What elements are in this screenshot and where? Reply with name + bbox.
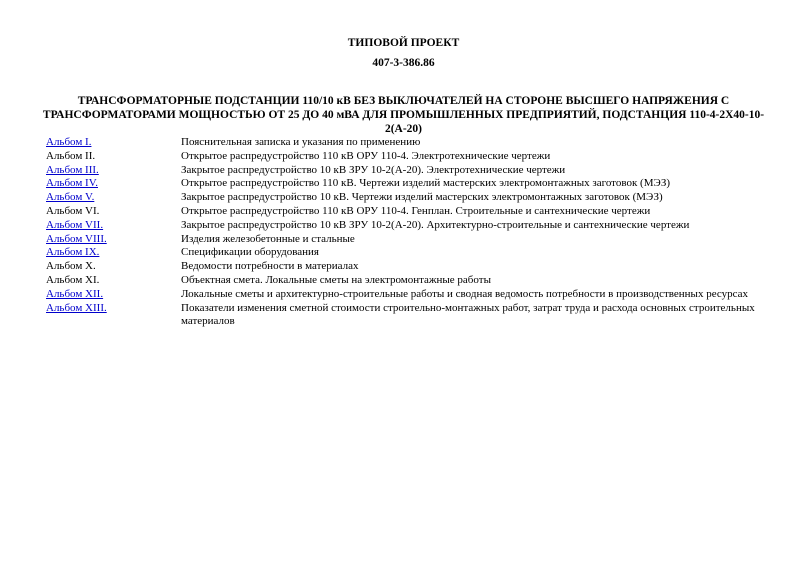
album-link[interactable]: Альбом III. bbox=[46, 163, 99, 176]
album-link[interactable]: Альбом VII. bbox=[46, 218, 104, 231]
album-link[interactable]: Альбом XII. bbox=[46, 287, 104, 300]
album-description: Открытое распредустройство 110 кВ ОРУ 110-4. Генплан. Строительные и сантехнические чертежи bbox=[181, 204, 651, 217]
album-link[interactable]: Альбом IX. bbox=[46, 246, 100, 259]
album-label: Альбом XI. bbox=[46, 273, 100, 286]
album-label: Альбом II. bbox=[46, 149, 96, 162]
album-label: Альбом VI. bbox=[46, 204, 100, 217]
album-description: Закрытое распредустройство 10 кВ. Чертежи изделий мастерских электромонтажных заготовок (МЭЗ) bbox=[181, 191, 663, 204]
album-description: Объектная смета. Локальные сметы на электромонтажные работы bbox=[181, 273, 491, 286]
album-description: Открытое распредустройство 110 кВ. Чертежи изделий мастерских электромонтажных заготовок (МЭЗ) bbox=[181, 177, 671, 190]
album-row bbox=[46, 288, 771, 302]
album-description: Ведомости потребности в материалах bbox=[181, 260, 359, 273]
album-link[interactable]: Альбом XIII. bbox=[46, 301, 107, 314]
album-description: Спецификации оборудования bbox=[181, 246, 319, 259]
album-row bbox=[46, 260, 771, 274]
document-type-heading: ТИПОВОЙ ПРОЕКТ bbox=[347, 37, 460, 49]
album-description: Закрытое распредустройство 10 кВ ЗРУ 10-2(А-20). Электротехнические чертежи bbox=[181, 163, 566, 176]
album-row bbox=[46, 150, 771, 164]
album-list bbox=[46, 136, 771, 329]
album-row bbox=[46, 302, 771, 330]
album-row bbox=[46, 164, 771, 178]
album-description: Изделия железобетонные и стальные bbox=[181, 232, 355, 245]
document-title: ТРАНСФОРМАТОРНЫЕ ПОДСТАНЦИИ 110/10 кВ БЕЗ ВЫКЛЮЧАТЕЛЕЙ НА СТОРОНЕ ВЫСШЕГО НАПРЯЖЕНИЯ С ТРАНСФОРМАТОРАМИ МОЩНОСТЬЮ ОТ 25 ДО 40 мВА ДЛЯ ПРОМЫШЛЕННЫХ ПРЕДПРИЯТИЙ, ПОДСТАНЦИЯ 110-4-2Х40-10-2(А-20) bbox=[42, 95, 765, 135]
album-row bbox=[46, 219, 771, 233]
album-link[interactable]: Альбом V. bbox=[46, 191, 95, 204]
album-row bbox=[46, 246, 771, 260]
album-link[interactable]: Альбом IV. bbox=[46, 177, 98, 190]
album-description: Закрытое распредустройство 10 кВ ЗРУ 10-2(А-20). Архитектурно-строительные и сантехнические чертежи bbox=[181, 218, 690, 231]
album-description: Локальные сметы и архитектурно-строительные работы и сводная ведомость потребности в производственных ресурсах bbox=[181, 287, 748, 300]
album-row bbox=[46, 136, 771, 150]
document-number: 407-3-386.86 bbox=[372, 57, 435, 69]
album-description: Пояснительная записка и указания по применению bbox=[181, 136, 421, 148]
album-description: Показатели изменения сметной стоимости строительно-монтажных работ, затрат труда и расхода основных строительных материалов bbox=[181, 301, 755, 328]
album-row bbox=[46, 233, 771, 247]
album-link[interactable]: Альбом I. bbox=[46, 136, 92, 148]
album-row bbox=[46, 191, 771, 205]
album-row bbox=[46, 177, 771, 191]
album-row bbox=[46, 205, 771, 219]
album-description: Открытое распредустройство 110 кВ ОРУ 110-4. Электротехнические чертежи bbox=[181, 149, 551, 162]
album-label: Альбом X. bbox=[46, 260, 96, 273]
album-row bbox=[46, 274, 771, 288]
album-link[interactable]: Альбом VIII. bbox=[46, 232, 107, 245]
